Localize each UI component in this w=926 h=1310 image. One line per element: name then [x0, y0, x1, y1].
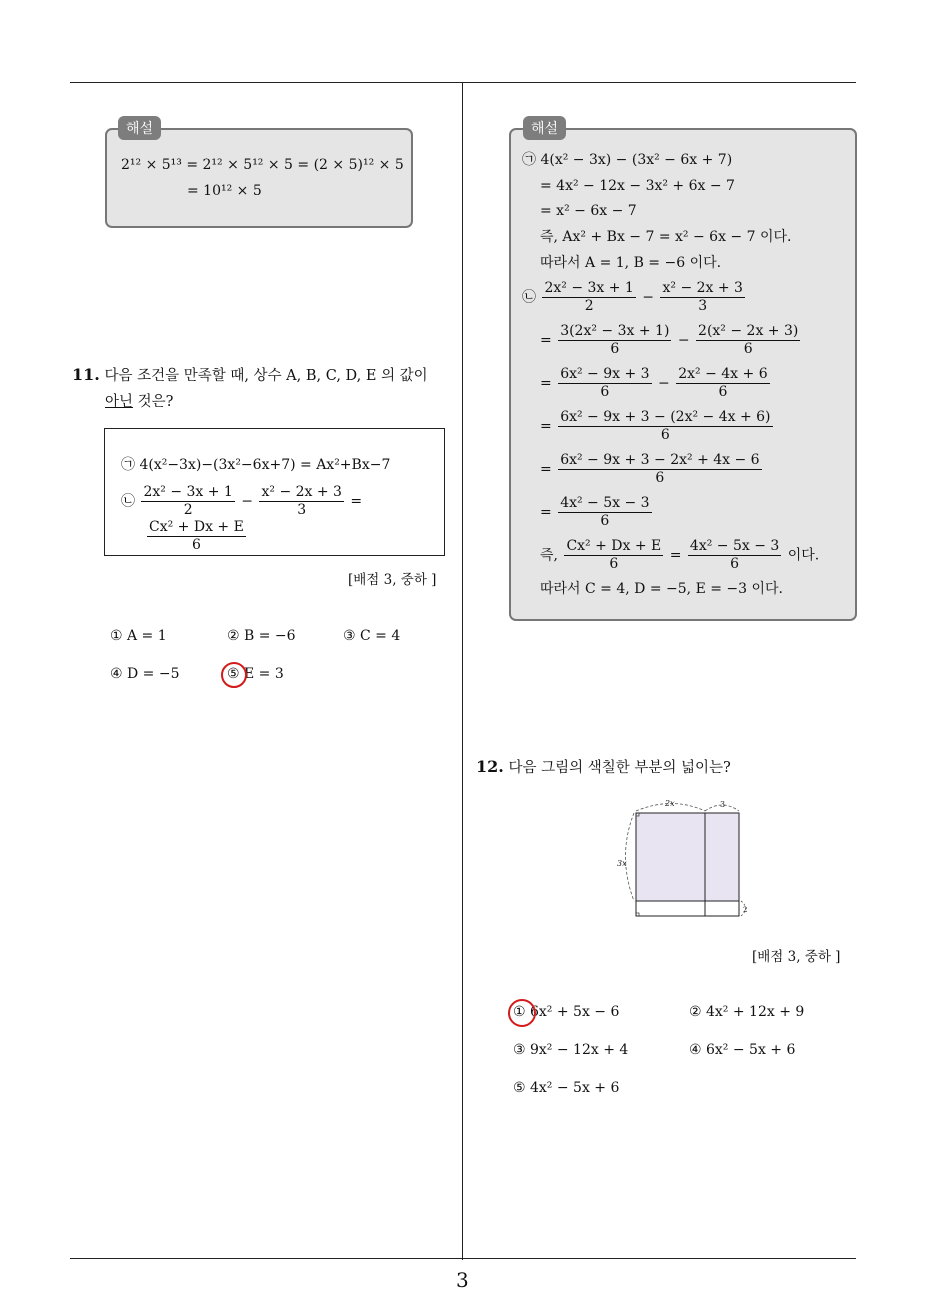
figure-label-top-right: 3	[720, 800, 726, 809]
question-12-choice-1[interactable]: ① 6x² + 5x − 6	[513, 1004, 620, 1020]
solution-11-label: 해설	[523, 116, 566, 140]
question-12-choice-2[interactable]: ② 4x² + 12x + 9	[689, 1004, 805, 1020]
solution-11-line-2: = 4x² − 12x − 3x² + 6x − 7	[540, 178, 735, 194]
condition-2-mark: ㉡	[121, 493, 135, 510]
page-number: 3	[456, 1268, 469, 1292]
question-11-title	[72, 362, 457, 415]
solution-11-step-7: 즉, $\frac{\text{Cx² + Dx + E}}{6}$ = $\frac{\text{4x² − 5x − 3}}{6}$ 이다.	[540, 538, 820, 572]
solution-11-step-3: = $\frac{\text{6x² − 9x + 3}}{6}$ − $\frac{\text{2x² − 4x + 6}}{6}$	[540, 366, 768, 400]
top-rule	[70, 82, 856, 83]
solution-10-line2: = 10¹² × 5	[187, 183, 262, 199]
question-11-grade: [배점 3, 중하 ]	[348, 572, 437, 588]
question-11-number: 11.	[72, 365, 100, 384]
bottom-rule	[70, 1258, 856, 1259]
question-11-choice-3[interactable]: ③ C = 4	[343, 628, 401, 644]
question-12-text: 다음 그림의 색칠한 부분의 넓이는?	[508, 760, 731, 776]
column-divider	[462, 83, 463, 1260]
solution-11-line-5: 따라서 A = 1, B = −6 이다.	[540, 255, 722, 271]
question-11-condition-2-rhs	[145, 519, 248, 554]
figure-shaded-region	[636, 813, 739, 901]
question-12-grade: [배점 3, 중하 ]	[752, 949, 841, 965]
figure-label-left: 3x	[617, 859, 627, 868]
condition-2-fraction-3: $\frac{\text{Cx² + Dx + E}}{6}$	[149, 519, 244, 553]
solution-11-step-1: ㉡ $\frac{\text{2x² − 3x + 1}}{2}$ − $\frac{\text{x² − 2x + 3}}{3}$	[522, 280, 743, 314]
question-11-text-line2: 것은?	[133, 394, 174, 410]
condition-2-minus: −	[241, 493, 254, 510]
solution-11-step-6: = $\frac{\text{4x² − 5x − 3}}{6}$	[540, 495, 650, 529]
solution-11-frac-10: $\frac{\text{Cx² + Dx + E}}{6}$	[566, 538, 662, 572]
question-12-answer-mark	[508, 999, 536, 1027]
question-12-choice-5[interactable]: ⑤ 4x² − 5x + 6	[513, 1080, 620, 1096]
question-11-choice-1[interactable]: ① A = 1	[110, 628, 167, 644]
question-11-choice-4[interactable]: ④ D = −5	[110, 666, 180, 682]
solution-11-frac-3: $\frac{\text{3(2x² − 3x + 1)}}{6}$	[560, 323, 670, 357]
question-12-number: 12.	[476, 757, 504, 776]
solution-11-last-line: 따라서 C = 4, D = −5, E = −3 이다.	[540, 581, 784, 597]
solution-11-line-1: ㉠ 4(x² − 3x) − (3x² − 6x + 7)	[522, 152, 733, 168]
figure-label-bottom-right: 2	[743, 906, 748, 914]
solution-11-frac-7: $\frac{\text{6x² − 9x + 3 − (2x² − 4x + 6)}}{6}$	[560, 409, 771, 443]
solution-10-label: 해설	[118, 116, 161, 140]
solution-11-frac-9: $\frac{\text{4x² − 5x − 3}}{6}$	[560, 495, 650, 529]
question-11-condition-1: ㉠ 4(x²−3x)−(3x²−6x+7) = Ax²+Bx−7	[121, 457, 391, 473]
solution-11-step-4: = $\frac{\text{6x² − 9x + 3 − (2x² − 4x + 6)}}{6}$	[540, 409, 771, 443]
solution-11-mark-2: ㉡	[522, 289, 536, 306]
solution-11-frac-2: $\frac{\text{x² − 2x + 3}}{3}$	[662, 280, 743, 314]
question-11-choice-5[interactable]: ⑤ E = 3	[227, 666, 284, 682]
figure-label-top-left: 2x	[665, 799, 675, 808]
solution-11-line-3: = x² − 6x − 7	[540, 203, 637, 219]
condition-2-equals: =	[350, 493, 363, 510]
solution-10-line1: 2¹² × 5¹³ = 2¹² × 5¹² × 5 = (2 × 5)¹² × 5	[121, 157, 404, 173]
solution-10-box	[105, 128, 413, 228]
question-11-underlined-word: 아닌	[105, 394, 134, 410]
question-12-title	[476, 754, 731, 781]
solution-11-frac-8: $\frac{\text{6x² − 9x + 3 − 2x² + 4x − 6}}{6}$	[560, 452, 760, 486]
solution-11-step-2: = $\frac{\text{3(2x² − 3x + 1)}}{6}$ − $\frac{\text{2(x² − 2x + 3)}}{6}$	[540, 323, 799, 357]
condition-2-fraction-1: $\frac{\text{2x² − 3x + 1}}{2}$	[143, 484, 233, 518]
question-11-text-line1: 다음 조건을 만족할 때, 상수 A, B, C, D, E 의 값이	[104, 368, 428, 384]
solution-11-frac-5: $\frac{\text{6x² − 9x + 3}}{6}$	[560, 366, 650, 400]
question-11-answer-mark	[221, 662, 247, 688]
solution-11-frac-1: $\frac{\text{2x² − 3x + 1}}{2}$	[544, 280, 634, 314]
solution-11-line-4: 즉, Ax² + Bx − 7 = x² − 6x − 7 이다.	[540, 229, 792, 245]
solution-11-frac-4: $\frac{\text{2(x² − 2x + 3)}}{6}$	[698, 323, 799, 357]
solution-11-step-5: = $\frac{\text{6x² − 9x + 3 − 2x² + 4x − 6}}{6}$	[540, 452, 760, 486]
question-12-choice-3[interactable]: ③ 9x² − 12x + 4	[513, 1042, 629, 1058]
question-12-choice-4[interactable]: ④ 6x² − 5x + 6	[689, 1042, 796, 1058]
solution-11-frac-11: $\frac{\text{4x² − 5x − 3}}{6}$	[689, 538, 780, 572]
question-11-condition-2	[121, 484, 362, 519]
question-12-figure	[612, 796, 752, 922]
solution-11-frac-6: $\frac{\text{2x² − 4x + 6}}{6}$	[678, 366, 768, 400]
condition-2-fraction-2: $\frac{\text{x² − 2x + 3}}{3}$	[261, 484, 342, 518]
question-11-choice-2[interactable]: ② B = −6	[227, 628, 296, 644]
